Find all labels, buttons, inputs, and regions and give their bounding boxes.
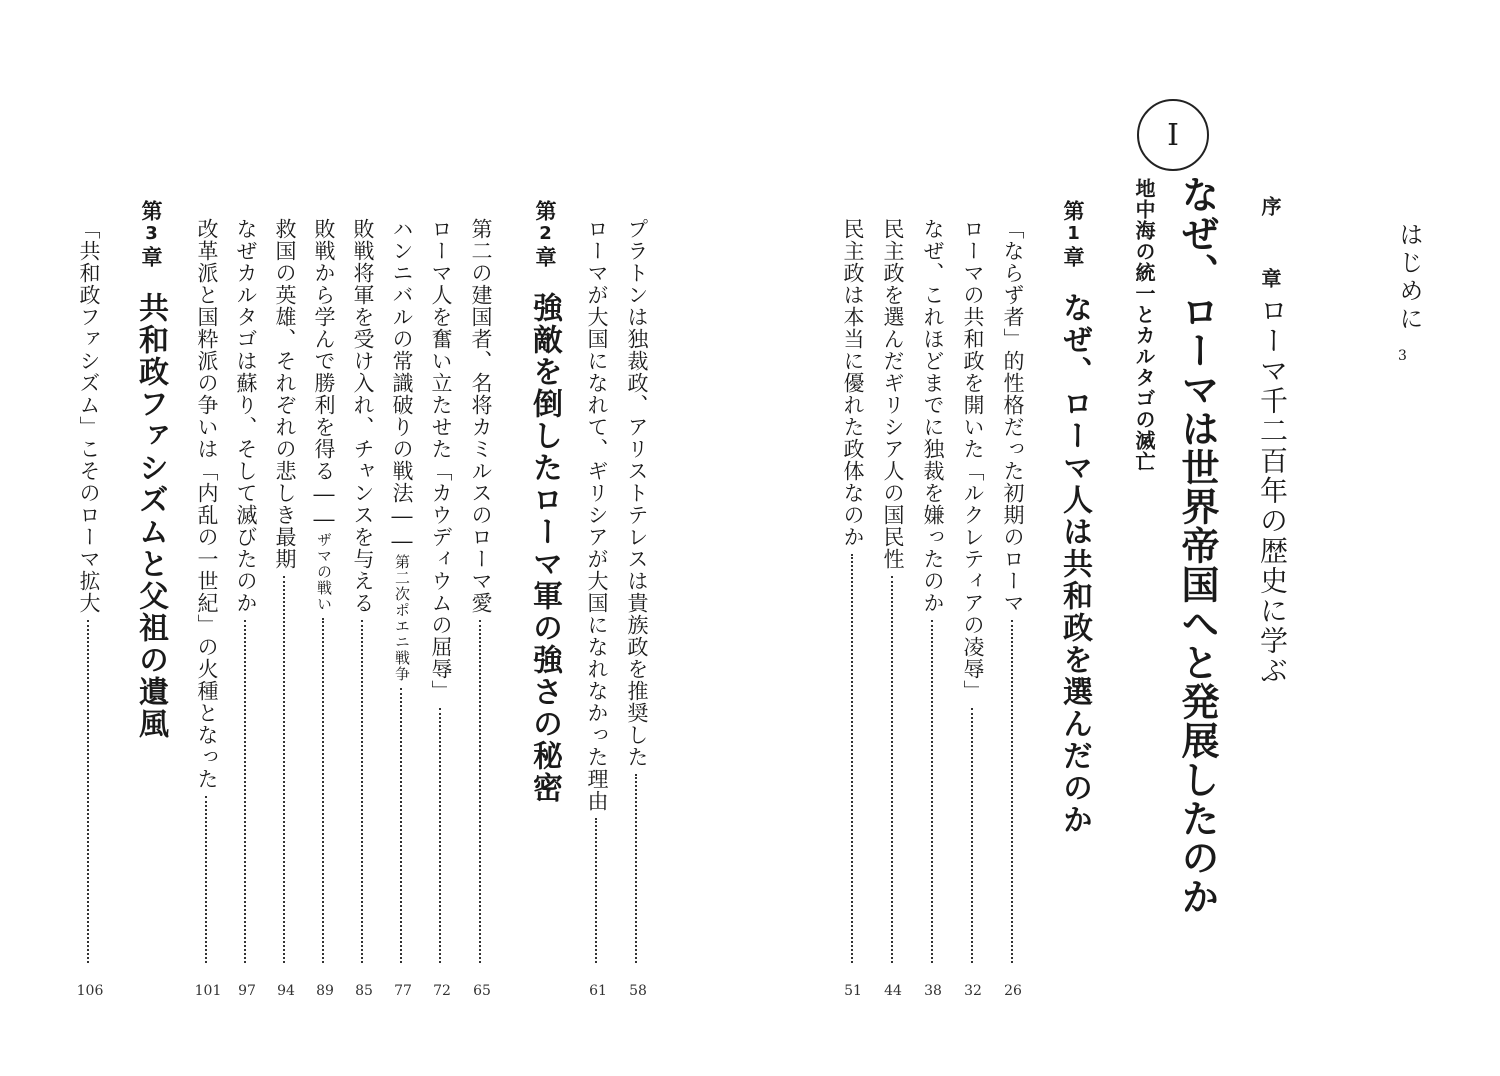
toc-entry[interactable] <box>1002 218 1023 963</box>
chapter-3-label-post: 章 <box>139 246 163 269</box>
toc-entry-text: 第二の建国者、名将カミルスのローマ愛 <box>469 218 493 614</box>
toc-entry[interactable] <box>586 218 607 963</box>
toc-entry-text: 救国の英雄、それぞれの悲しき最期 <box>273 218 297 570</box>
chapter-2-title: 強敵を倒したローマ軍の強さの秘密 <box>527 292 562 804</box>
dot-leader <box>439 708 441 963</box>
toc-entry-text: プラトンは独裁政、アリストテレスは貴族政を推奨した <box>625 218 649 768</box>
dot-leader <box>205 796 207 963</box>
toc-entry[interactable] <box>626 218 647 963</box>
chapter-2-label-post: 章 <box>533 246 557 269</box>
page-number: 44 <box>884 983 902 999</box>
toc-entry[interactable] <box>274 218 295 963</box>
chapter-3-label-num: 3 <box>141 223 162 246</box>
toc-entry[interactable] <box>962 218 983 963</box>
toc-entry[interactable] <box>430 218 451 963</box>
toc-entry-text: 敗戦から学んで勝利を得る―― <box>312 218 336 532</box>
page-number: 32 <box>964 983 982 999</box>
toc-entry-text: ローマの共和政を開いた「ルクレティアの凌辱」 <box>961 218 985 702</box>
toc-entry-text: 民主政は本当に優れた政体なのか <box>841 218 865 548</box>
dot-leader <box>891 576 893 963</box>
prologue-title: ローマ千二百年の歴史に学ぶ <box>1256 296 1289 686</box>
toc-entry-subtext: ザマの戦い <box>315 532 333 612</box>
chapter-2-label-pre: 第 <box>533 200 557 223</box>
page-number: 85 <box>355 983 373 999</box>
page-number: 65 <box>473 983 491 999</box>
toc-entry-text: 「共和政ファシズム」こそのローマ拡大 <box>77 218 101 614</box>
chapter-1-label-pre: 第 <box>1061 200 1085 223</box>
toc-entry-text: なぜカルタゴは蘇り、そして滅びたのか <box>234 218 258 614</box>
toc-entry-text: 「ならず者」的性格だった初期のローマ <box>1001 218 1025 614</box>
dot-leader <box>361 620 363 963</box>
page-number: 101 <box>194 983 222 999</box>
dot-leader <box>635 774 637 963</box>
chapter-1-label-num: 1 <box>1063 223 1084 246</box>
chapter-1-title: なぜ、ローマ人は共和政を選んだのか <box>1057 292 1092 836</box>
page-number: 61 <box>589 983 607 999</box>
dot-leader <box>283 576 285 963</box>
toc-entry[interactable] <box>235 218 256 963</box>
toc-entry[interactable] <box>391 218 412 963</box>
chapter-1-label <box>1058 200 1088 269</box>
page-number: 77 <box>394 983 412 999</box>
dot-leader <box>244 620 246 963</box>
page-number: 89 <box>316 983 334 999</box>
chapter-3-label-pre: 第 <box>139 200 163 223</box>
dot-leader <box>971 708 973 963</box>
toc-entry-text: 敗戦将軍を受け入れ、チャンスを与える <box>351 218 375 614</box>
page-number: 94 <box>277 983 295 999</box>
page-number: 38 <box>924 983 942 999</box>
toc-entry-text: 民主政を選んだギリシア人の国民性 <box>881 218 905 570</box>
dot-leader <box>87 620 89 963</box>
dot-leader <box>851 554 853 963</box>
page-number: 106 <box>76 983 104 999</box>
page-number: 51 <box>844 983 862 999</box>
dot-leader <box>595 818 597 963</box>
hajimeni-page: 3 <box>1398 348 1407 364</box>
toc-entry-text: 改革派と国粋派の争いは「内乱の一世紀」の火種となった <box>195 218 219 790</box>
chapter-3-title: 共和政ファシズムと父祖の遺風 <box>133 292 168 740</box>
part-title: なぜ、ローマは世界帝国へと発展したのか <box>1175 175 1219 916</box>
prologue-label: 序 章 <box>1258 196 1282 304</box>
page-number: 58 <box>629 983 647 999</box>
dot-leader <box>931 620 933 963</box>
chapter-1-label-post: 章 <box>1061 246 1085 269</box>
part-subtitle: 地中海の統一とカルタゴの滅亡 <box>1132 178 1156 472</box>
toc-entry-text: ローマ人を奮い立たせた「カウディウムの屈辱」 <box>429 218 453 702</box>
hajimeni-title: はじめに <box>1395 222 1423 334</box>
toc-entry[interactable] <box>196 218 217 963</box>
toc-entry-text: ハンニバルの常識破りの戦法―― <box>390 218 414 554</box>
chapter-2-label <box>530 200 560 269</box>
part-number-badge <box>1137 99 1209 171</box>
page-number: 72 <box>433 983 451 999</box>
toc-entry[interactable] <box>922 218 943 963</box>
page-number: 97 <box>238 983 256 999</box>
toc-entry[interactable] <box>842 218 863 963</box>
dot-leader <box>1011 620 1013 963</box>
toc-entry-text: ローマが大国になれて、ギリシアが大国になれなかった理由 <box>585 218 609 812</box>
page-number: 26 <box>1004 983 1022 999</box>
toc-entry-text: なぜ、これほどまでに独裁を嫌ったのか <box>921 218 945 614</box>
chapter-2-label-num: 2 <box>535 223 556 246</box>
toc-entry[interactable] <box>470 218 491 963</box>
toc-entry-subtext: 第二次ポエニ戦争 <box>393 554 411 682</box>
part-numeral: I <box>1167 117 1179 153</box>
chapter-3-label <box>136 200 166 269</box>
toc-entry[interactable] <box>78 218 99 963</box>
dot-leader <box>479 620 481 963</box>
toc-entry[interactable] <box>313 218 334 963</box>
dot-leader <box>322 618 324 963</box>
toc-entry[interactable] <box>352 218 373 963</box>
toc-entry[interactable] <box>882 218 903 963</box>
dot-leader <box>400 688 402 963</box>
